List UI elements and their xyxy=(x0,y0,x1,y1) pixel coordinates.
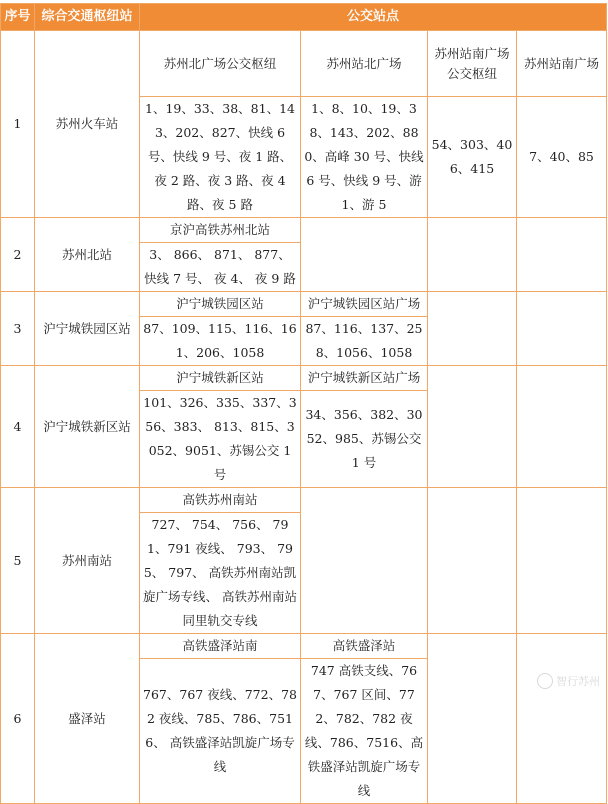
hub-name: 沪宁城铁园区站 xyxy=(35,292,140,366)
hub-name: 苏州火车站 xyxy=(35,31,140,218)
hub-name: 盛泽站 xyxy=(35,634,140,804)
station-name: 沪宁城铁园区站广场 xyxy=(301,292,428,317)
station-name: 苏州北广场公交枢纽 xyxy=(140,31,301,97)
route-list: 3、 866、 871、 877、 快线 7 号、 夜 4、 夜 9 路 xyxy=(140,243,301,292)
route-list: 87、116、137、258、1056、1058 xyxy=(301,317,428,366)
route-list: 34、356、382、3052、985、苏锡公交 1 号 xyxy=(301,391,428,488)
empty-cell xyxy=(517,366,607,488)
watermark xyxy=(537,673,600,689)
header-no: 序号 xyxy=(1,4,35,31)
route-list: 7、40、85 xyxy=(517,97,607,218)
table-row xyxy=(1,634,607,659)
table-row xyxy=(1,31,607,97)
row-number: 5 xyxy=(1,488,35,634)
empty-cell xyxy=(517,634,607,804)
station-name: 高铁盛泽站南 xyxy=(140,634,301,659)
hub-name: 苏州南站 xyxy=(35,488,140,634)
header-row xyxy=(1,4,607,31)
station-name: 沪宁城铁园区站 xyxy=(140,292,301,317)
empty-cell xyxy=(517,218,607,292)
table-row xyxy=(1,366,607,391)
empty-cell xyxy=(301,218,428,292)
row-number: 3 xyxy=(1,292,35,366)
row-number: 2 xyxy=(1,218,35,292)
transit-hub-table xyxy=(0,3,607,804)
hub-name: 沪宁城铁新区站 xyxy=(35,366,140,488)
station-name: 苏州站北广场 xyxy=(301,31,428,97)
station-name: 高铁盛泽站 xyxy=(301,634,428,659)
empty-cell xyxy=(428,488,517,634)
table-row xyxy=(1,292,607,317)
route-list: 1、19、33、38、81、143、202、827、快线 6 号、快线 9 号、夜 1 路、夜 2 路、夜 3 路、夜 4 路、夜 5 路 xyxy=(140,97,301,218)
empty-cell xyxy=(517,292,607,366)
table-row xyxy=(1,488,607,513)
header-stops: 公交站点 xyxy=(140,4,607,31)
empty-cell xyxy=(517,488,607,634)
route-list: 87、109、115、116、161、206、1058 xyxy=(140,317,301,366)
empty-cell xyxy=(428,218,517,292)
row-number: 6 xyxy=(1,634,35,804)
empty-cell xyxy=(301,488,428,634)
station-name: 苏州站南广场公交枢纽 xyxy=(428,31,517,97)
row-number: 4 xyxy=(1,366,35,488)
station-name: 京沪高铁苏州北站 xyxy=(140,218,301,243)
table-row xyxy=(1,218,607,243)
route-list: 747 高铁支线、767、767 区间、772、782、782 夜线、786、7516、高铁盛泽站凯旋广场专线 xyxy=(301,659,428,804)
station-name: 沪宁城铁新区站 xyxy=(140,366,301,391)
watermark-logo-icon xyxy=(537,673,553,689)
empty-cell xyxy=(428,366,517,488)
station-name: 高铁苏州南站 xyxy=(140,488,301,513)
route-list: 1、8、10、19、38、143、202、880、高峰 30 号、快线 6 号、快线 9 号、游 1、游 5 xyxy=(301,97,428,218)
station-name: 苏州站南广场 xyxy=(517,31,607,97)
route-list: 767、767 夜线、772、782 夜线、785、786、7516、 高铁盛泽站凯旋广场专线 xyxy=(140,659,301,804)
station-name: 沪宁城铁新区站广场 xyxy=(301,366,428,391)
route-list: 54、303、406、415 xyxy=(428,97,517,218)
route-list: 101、326、335、337、356、383、 813、815、3052、9051、苏锡公交 1 号 xyxy=(140,391,301,488)
hub-name: 苏州北站 xyxy=(35,218,140,292)
route-list: 727、 754、 756、 791、791 夜线、 793、 795、 797、 高铁苏州南站凯旋广场专线、 高铁苏州南站同里轨交专线 xyxy=(140,513,301,634)
watermark-text: 智行苏州 xyxy=(556,675,600,688)
empty-cell xyxy=(428,634,517,804)
empty-cell xyxy=(428,292,517,366)
row-number: 1 xyxy=(1,31,35,218)
header-hub: 综合交通枢纽站 xyxy=(35,4,140,31)
